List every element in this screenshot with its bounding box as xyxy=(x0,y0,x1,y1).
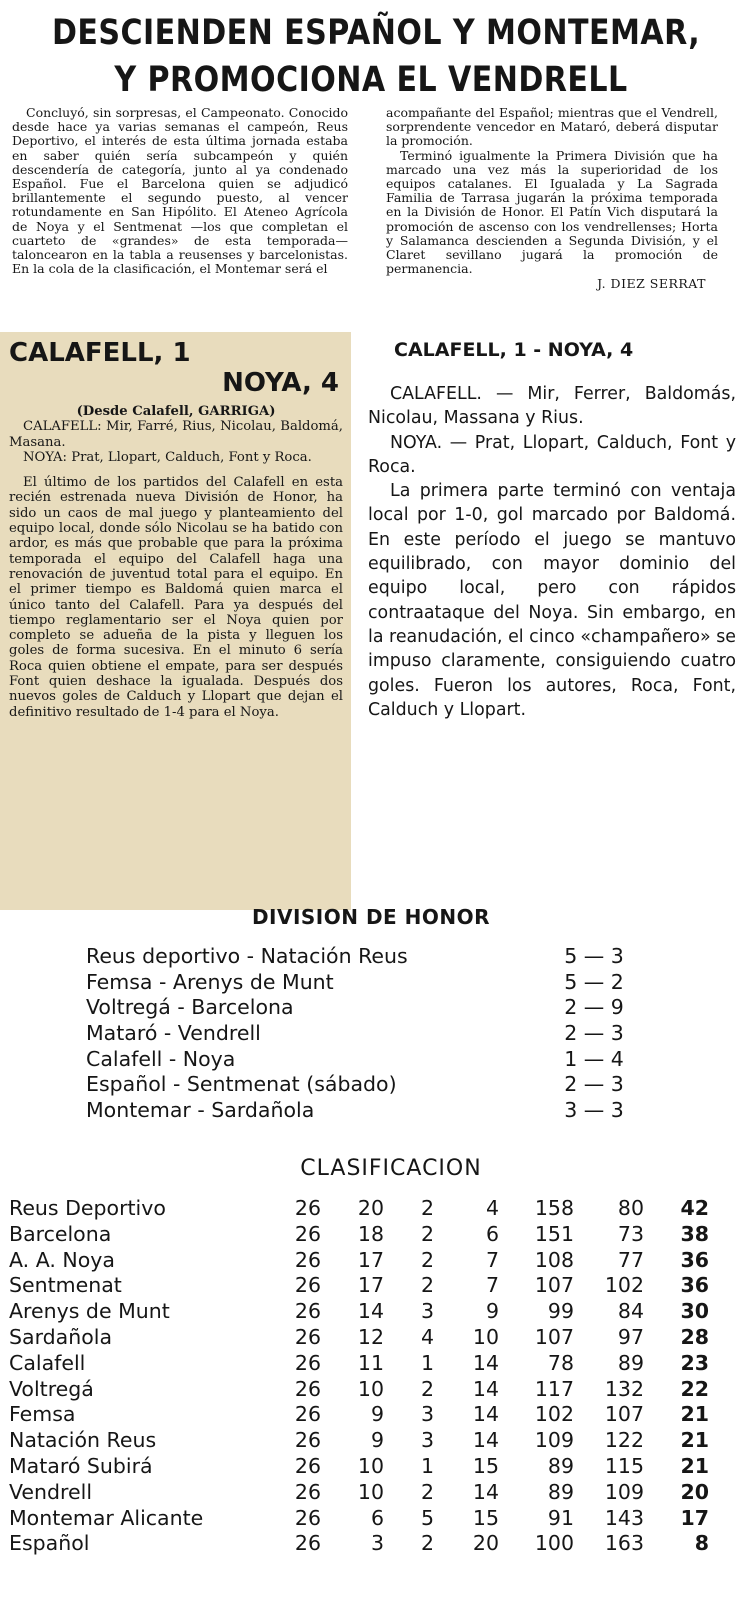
standings-won: 3 xyxy=(370,1531,384,1556)
standings-lost: 14 xyxy=(472,1402,499,1427)
standings-row xyxy=(9,1402,734,1428)
intro-paragraph: Concluyó, sin sorpresas, el Campeonato. Conocido desde hace ya varias semanas el campeón, Reus Deportivo, el interés de esta última jornada estaba en saber quién sería subcampeón y quién descendería de categoría, junto al ya condenado Español. Fue el Barcelona quien se adjudicó brillantemente el segundo puesto, al vencer rotundamente en San Hipólito. El Ateneo Agrícola de Noya y el Sentmenat —los que completan el cuarteto de «grandes» de esta temporada— taloncearon en la tabla a reusenses y barcelonistas. En la cola de la clasificación, el Montemar será el xyxy=(12,105,348,277)
intro-paragraph: Terminó igualmente la Primera División que ha marcado una vez más la superioridad de los equipos catalanes. El Igualada y La Sagrada Familia de Tarrasa jugarán la próxima temporada en la División de Honor. El Patín Vich disputará la promoción de ascenso con los vendrellenses; Horta y Salamanca descienden a Segunda División, y el Claret sevillano jugará la promoción de permanencia. xyxy=(386,147,718,277)
standings-goals-against: 132 xyxy=(604,1376,644,1401)
standings-drawn: 2 xyxy=(420,1221,434,1246)
standings-team: Natación Reus xyxy=(9,1428,157,1453)
standings-won: 14 xyxy=(357,1299,384,1324)
standings-lost: 14 xyxy=(472,1376,499,1401)
headline-line-2: Y PROMOCIONA EL VENDRELL xyxy=(114,60,628,100)
clipping-home-team: CALAFELL, 1 xyxy=(9,338,191,368)
standings-row xyxy=(9,1377,734,1403)
standings-lost: 20 xyxy=(472,1531,499,1556)
standings-played: 26 xyxy=(294,1273,321,1298)
standings-team: Calafell xyxy=(9,1350,86,1375)
standings-goals-against: 163 xyxy=(604,1531,644,1556)
standings-team: Femsa xyxy=(9,1402,76,1427)
standings-won: 9 xyxy=(370,1428,384,1453)
standings-goals-against: 84 xyxy=(617,1299,644,1324)
standings-team: Español xyxy=(9,1531,90,1556)
standings-lost: 6 xyxy=(485,1221,499,1246)
result-match: Mataró - Vendrell xyxy=(86,1021,261,1046)
standings-lost: 15 xyxy=(472,1505,499,1530)
standings-lost: 14 xyxy=(472,1350,499,1375)
standings-points: 20 xyxy=(680,1479,709,1504)
standings-won: 18 xyxy=(357,1221,384,1246)
standings-goals-against: 80 xyxy=(617,1196,644,1220)
standings-goals-for: 151 xyxy=(534,1221,574,1246)
standings-drawn: 2 xyxy=(420,1376,434,1401)
standings-team: Arenys de Munt xyxy=(9,1299,170,1324)
result-score: 3 — 3 xyxy=(564,1098,624,1123)
standings-lost: 7 xyxy=(485,1247,499,1272)
standings-team: Montemar Alicante xyxy=(9,1505,204,1530)
standings-won: 6 xyxy=(370,1505,384,1530)
standings-row xyxy=(9,1222,734,1248)
result-score: 2 — 3 xyxy=(564,1072,624,1097)
result-score: 2 — 3 xyxy=(564,1021,624,1046)
standings-points: 30 xyxy=(680,1299,709,1324)
standings-drawn: 3 xyxy=(420,1428,434,1453)
standings-goals-against: 77 xyxy=(617,1247,644,1272)
standings-goals-for: 109 xyxy=(534,1428,574,1453)
standings-points: 8 xyxy=(694,1531,709,1556)
standings-lost: 15 xyxy=(472,1453,499,1478)
result-score: 5 — 3 xyxy=(564,944,624,968)
standings-row xyxy=(9,1299,734,1325)
standings-won: 10 xyxy=(357,1479,384,1504)
standings-goals-for: 102 xyxy=(534,1402,574,1427)
standings-row xyxy=(9,1273,734,1299)
standings-goals-against: 97 xyxy=(617,1324,644,1349)
standings-goals-against: 109 xyxy=(604,1479,644,1504)
report-lineup-noya: NOYA. — Prat, Llopart, Calduch, Font y Roca. xyxy=(368,432,736,477)
standings-points: 22 xyxy=(680,1376,709,1401)
standings-played: 26 xyxy=(294,1531,321,1556)
result-row xyxy=(86,970,686,996)
standings-row xyxy=(9,1196,734,1222)
clipping-dateline: (Desde Calafell, GARRIGA) xyxy=(76,404,276,419)
standings-team: Barcelona xyxy=(9,1221,112,1246)
result-match: Voltregá - Barcelona xyxy=(86,995,294,1020)
standings-played: 26 xyxy=(294,1247,321,1272)
result-row xyxy=(86,1047,686,1073)
standings-played: 26 xyxy=(294,1376,321,1401)
standings-row xyxy=(9,1325,734,1351)
standings-won: 9 xyxy=(370,1402,384,1427)
division-title: DIVISION DE HONOR xyxy=(251,905,491,929)
standings-won: 12 xyxy=(357,1324,384,1349)
result-score: 5 — 2 xyxy=(564,969,624,994)
standings-points: 21 xyxy=(680,1453,709,1478)
results-list xyxy=(86,944,686,1124)
standings-team: Reus Deportivo xyxy=(9,1196,166,1220)
standings-row xyxy=(9,1248,734,1274)
standings-won: 17 xyxy=(357,1273,384,1298)
standings-lost: 7 xyxy=(485,1273,499,1298)
standings-goals-for: 158 xyxy=(534,1196,574,1220)
standings-goals-against: 107 xyxy=(604,1402,644,1427)
result-match: Calafell - Noya xyxy=(86,1046,236,1071)
result-row xyxy=(86,1072,686,1098)
report-body: La primera parte terminó con ventaja local por 1-0, gol marcado por Baldomá. En este período el juego se mantuvo equilibrado, con mayor dominio del equipo local, pero con rápidos contraataque del Noya. Sin embargo, en la reanudación, el cinco «champañero» se impuso claramente, consiguiendo cuatro goles. Fueron los autores, Roca, Font, Calduch y Llopart. xyxy=(368,481,736,720)
standings-drawn: 3 xyxy=(420,1299,434,1324)
standings-goals-for: 89 xyxy=(547,1453,574,1478)
standings-drawn: 2 xyxy=(420,1479,434,1504)
standings-row xyxy=(9,1454,734,1480)
standings-points: 28 xyxy=(680,1324,709,1349)
standings-goals-for: 91 xyxy=(547,1505,574,1530)
standings-lost: 4 xyxy=(485,1196,499,1220)
standings-team: Sardañola xyxy=(9,1324,113,1349)
standings-drawn: 2 xyxy=(420,1196,434,1220)
standings-played: 26 xyxy=(294,1479,321,1504)
result-row xyxy=(86,995,686,1021)
standings-points: 23 xyxy=(680,1350,709,1375)
standings-played: 26 xyxy=(294,1453,321,1478)
clipping-lineup-calafell: CALAFELL: Mir, Farré, Rius, Nicolau, Baldomá, Masana. xyxy=(9,419,343,450)
standings-goals-against: 115 xyxy=(604,1453,644,1478)
standings-won: 11 xyxy=(357,1350,384,1375)
match-report xyxy=(368,336,736,722)
standings-title: CLASIFICACION xyxy=(300,1156,482,1181)
standings-played: 26 xyxy=(294,1428,321,1453)
standings-row xyxy=(9,1531,734,1557)
standings-won: 17 xyxy=(357,1247,384,1272)
standings-points: 17 xyxy=(680,1505,709,1530)
clipping-away-team: NOYA, 4 xyxy=(222,368,339,398)
standings-goals-against: 73 xyxy=(617,1221,644,1246)
standings-played: 26 xyxy=(294,1196,321,1220)
headline xyxy=(51,10,701,104)
standings-goals-for: 89 xyxy=(547,1479,574,1504)
result-match: Español - Sentmenat (sábado) xyxy=(86,1072,397,1097)
intro-right-column xyxy=(386,106,718,292)
standings-points: 36 xyxy=(680,1247,709,1272)
standings-drawn: 2 xyxy=(420,1531,434,1556)
result-row xyxy=(86,1021,686,1047)
standings-lost: 10 xyxy=(472,1324,499,1349)
standings-won: 10 xyxy=(357,1453,384,1478)
standings-team: Sentmenat xyxy=(9,1273,122,1298)
standings-goals-for: 108 xyxy=(534,1247,574,1272)
standings-goals-for: 100 xyxy=(534,1531,574,1556)
intro-paragraph: acompañante del Español; mientras que el Vendrell, sorprendente vencedor en Mataró, deberá disputar la promoción. xyxy=(386,105,718,149)
standings-goals-for: 117 xyxy=(534,1376,574,1401)
standings-played: 26 xyxy=(294,1324,321,1349)
standings-drawn: 3 xyxy=(420,1402,434,1427)
standings-goals-against: 102 xyxy=(604,1273,644,1298)
standings-goals-against: 122 xyxy=(604,1428,644,1453)
standings-team: Voltregá xyxy=(9,1376,94,1401)
standings-goals-for: 107 xyxy=(534,1273,574,1298)
result-score: 2 — 9 xyxy=(564,995,624,1020)
standings-lost: 9 xyxy=(485,1299,499,1324)
standings-drawn: 5 xyxy=(420,1505,434,1530)
standings-goals-against: 143 xyxy=(604,1505,644,1530)
standings-goals-for: 107 xyxy=(534,1324,574,1349)
standings-points: 38 xyxy=(680,1221,709,1246)
standings-goals-for: 99 xyxy=(547,1299,574,1324)
byline: J. DIEZ SERRAT xyxy=(597,276,706,292)
standings-drawn: 4 xyxy=(420,1324,434,1349)
report-lineup-calafell: CALAFELL. — Mir, Ferrer, Baldomás, Nicolau, Massana y Rius. xyxy=(368,384,736,429)
standings-points: 21 xyxy=(680,1428,709,1453)
report-title: CALAFELL, 1 - NOYA, 4 xyxy=(394,339,634,361)
standings-row xyxy=(9,1428,734,1454)
standings-won: 20 xyxy=(357,1196,384,1220)
result-match: Femsa - Arenys de Munt xyxy=(86,969,334,994)
standings-drawn: 1 xyxy=(420,1350,434,1375)
result-row xyxy=(86,944,686,970)
standings-team: Vendrell xyxy=(9,1479,93,1504)
standings-team: A. A. Noya xyxy=(9,1247,115,1272)
standings-goals-against: 89 xyxy=(617,1350,644,1375)
match-clipping xyxy=(0,332,351,910)
standings-drawn: 1 xyxy=(420,1453,434,1478)
result-row xyxy=(86,1098,686,1124)
standings-played: 26 xyxy=(294,1299,321,1324)
standings-row xyxy=(9,1480,734,1506)
standings-table xyxy=(9,1196,734,1557)
standings-played: 26 xyxy=(294,1350,321,1375)
intro-left-column xyxy=(12,106,348,276)
result-match: Montemar - Sardañola xyxy=(86,1098,315,1123)
standings-points: 42 xyxy=(680,1196,709,1220)
standings-goals-for: 78 xyxy=(547,1350,574,1375)
standings-drawn: 2 xyxy=(420,1273,434,1298)
standings-points: 21 xyxy=(680,1402,709,1427)
standings-row xyxy=(9,1351,734,1377)
clipping-body: El último de los partidos del Calafell en esta recién estrenada nueva División de Honor, ha sido un caos de mal juego y planteamiento del equipo local, donde sólo Nicolau se ha batido con ardor, es más que probable que para la próxima temporada el equipo del Calafell haga una renovación de juventud total para el equipo. En el primer tiempo es Baldomá quien marca el único tanto del Calafell. Para ya después del tiempo reglamentario ser el Noya quien por completo se adueña de la pista y lleguen los goles de forma sucesiva. En el minuto 6 sería Roca quien obtiene el empate, para ser después Font quien deshace la igualada. Después dos nuevos goles de Calduch y Llopart que dejan el definitivo resultado de 1-4 para el Noya. xyxy=(9,475,343,720)
standings-played: 26 xyxy=(294,1402,321,1427)
headline-line-1: DESCIENDEN ESPAÑOL Y MONTEMAR, xyxy=(51,13,701,53)
standings-won: 10 xyxy=(357,1376,384,1401)
standings-row xyxy=(9,1506,734,1532)
standings-played: 26 xyxy=(294,1221,321,1246)
standings-team: Mataró Subirá xyxy=(9,1453,153,1478)
clipping-lineup-noya: NOYA: Prat, Llopart, Calduch, Font y Roca. xyxy=(23,449,312,465)
result-score: 1 — 4 xyxy=(564,1046,624,1071)
result-match: Reus deportivo - Natación Reus xyxy=(86,944,408,968)
standings-drawn: 2 xyxy=(420,1247,434,1272)
standings-played: 26 xyxy=(294,1505,321,1530)
standings-points: 36 xyxy=(680,1273,709,1298)
standings-lost: 14 xyxy=(472,1428,499,1453)
standings-lost: 14 xyxy=(472,1479,499,1504)
